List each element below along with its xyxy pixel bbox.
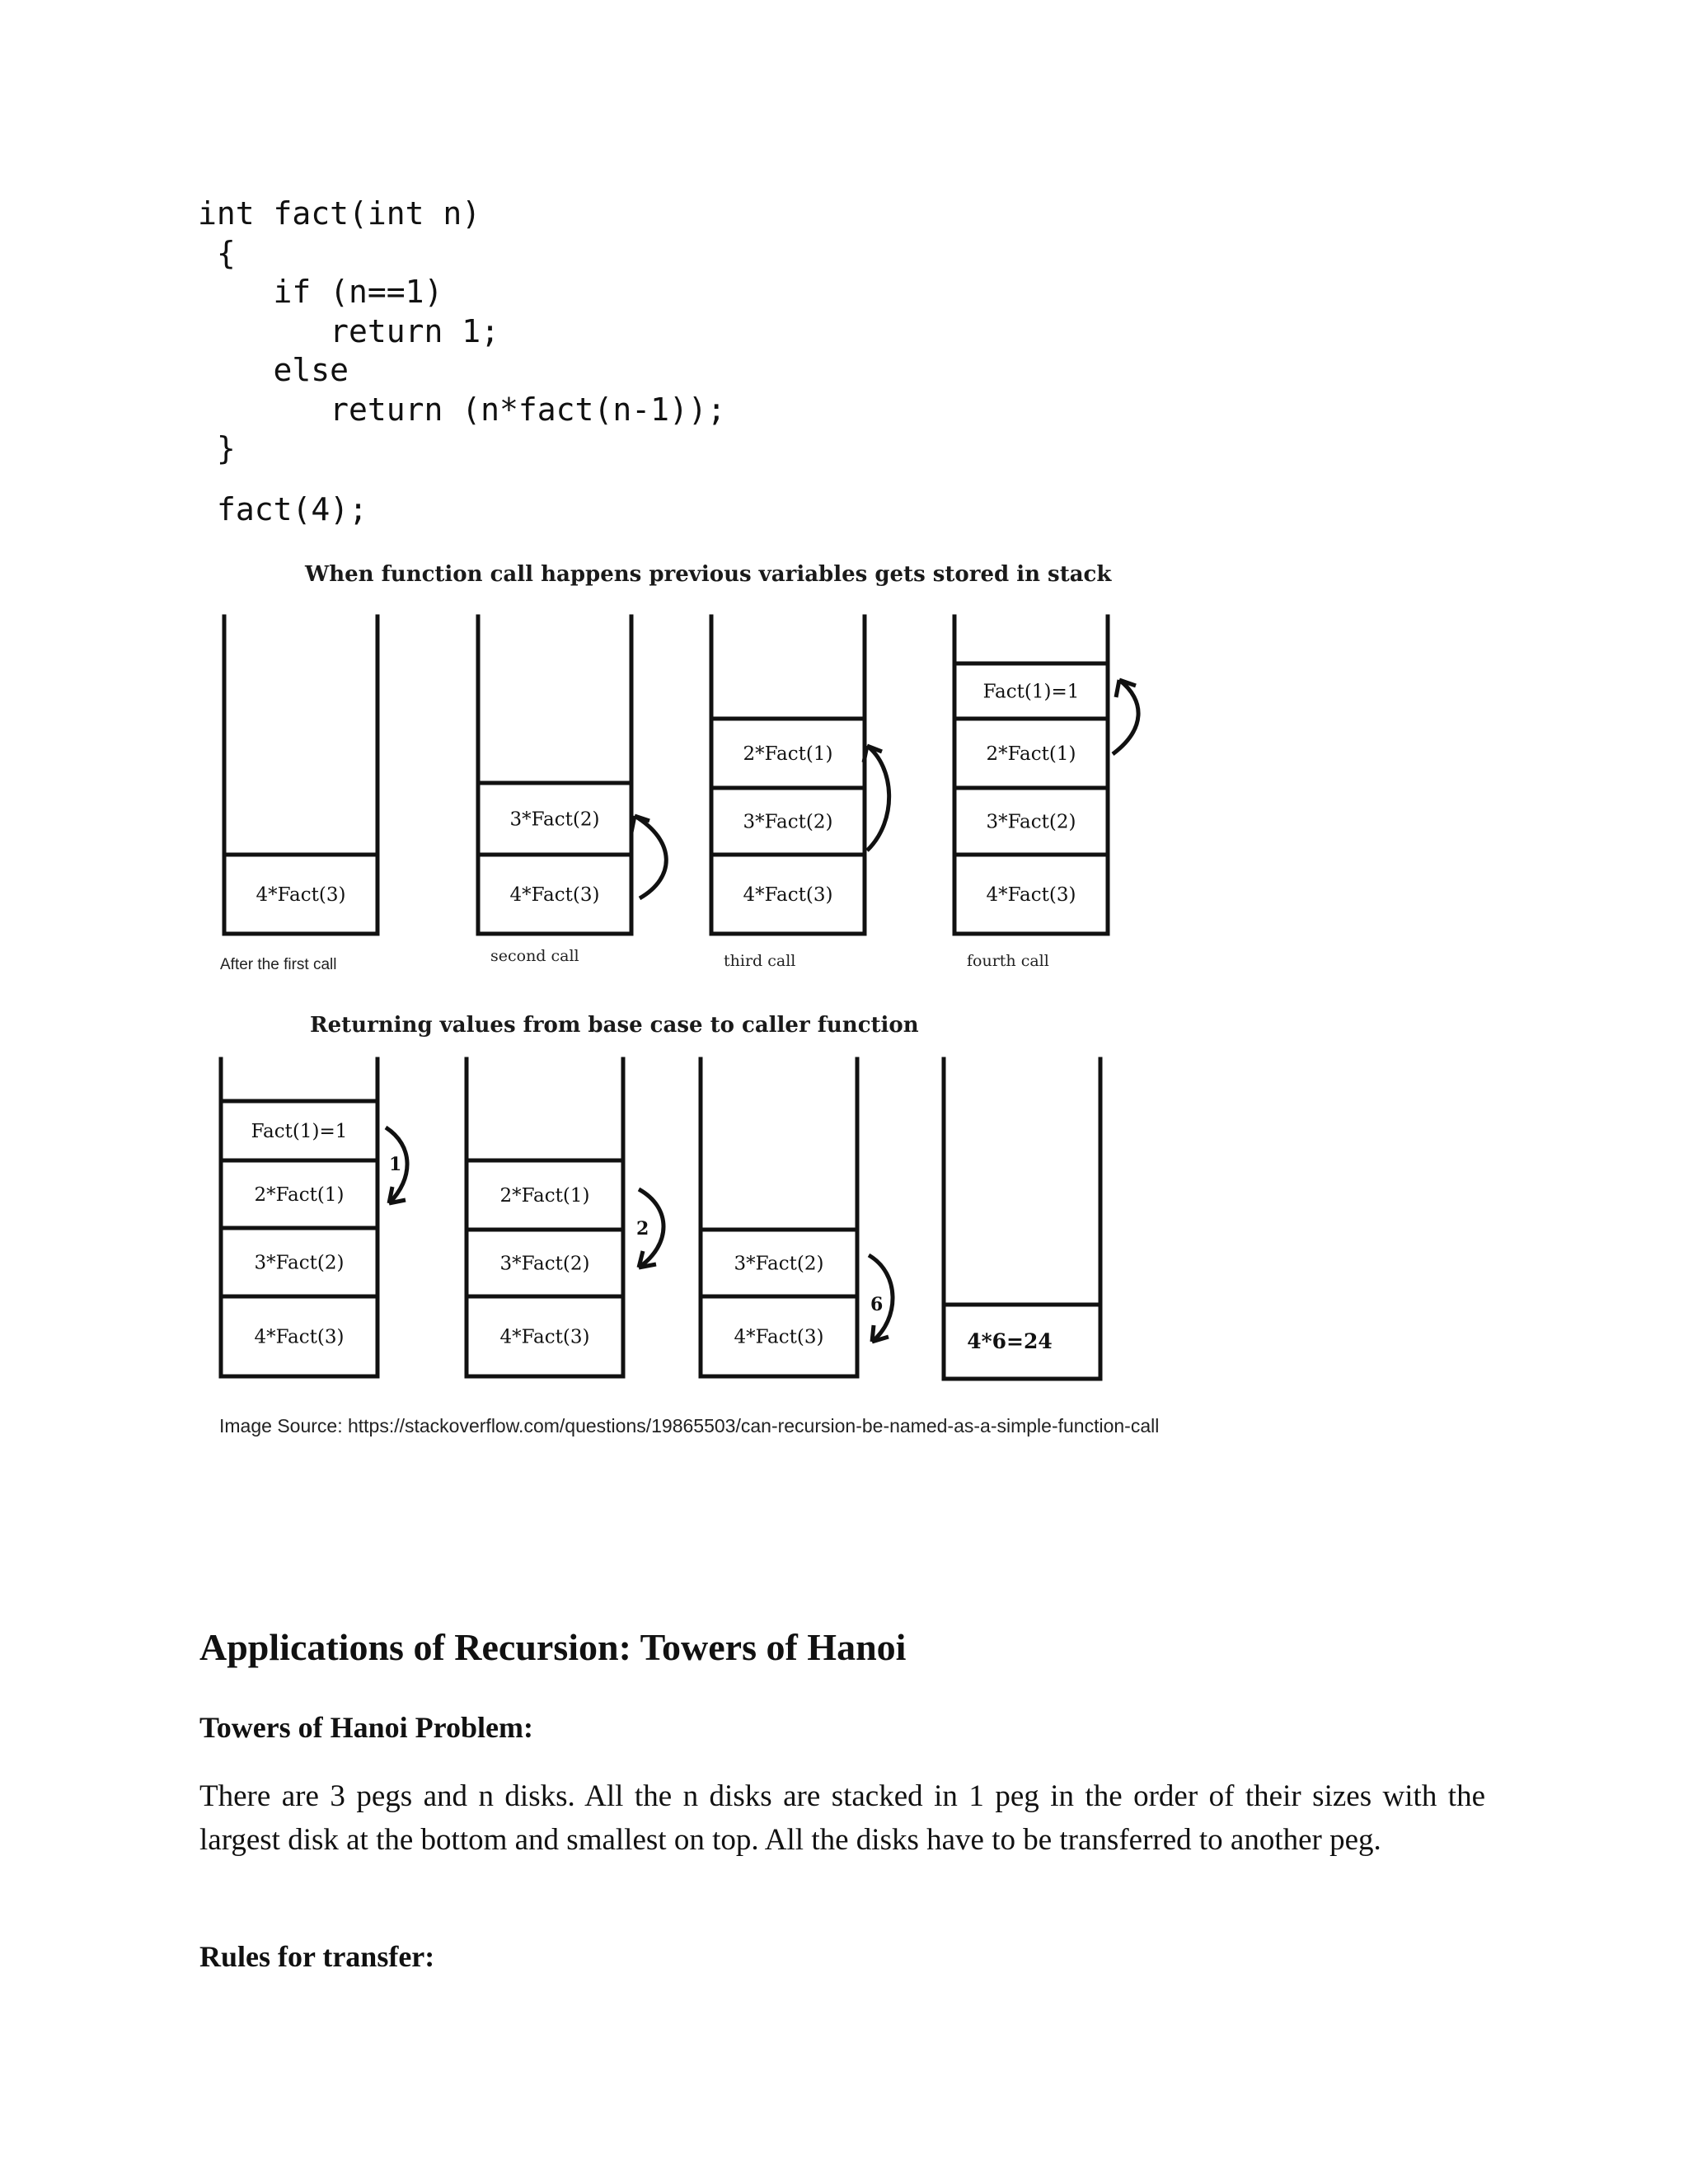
code-line: return 1;: [198, 312, 500, 349]
rules-heading: Rules for transfer:: [199, 1940, 435, 1973]
stack-cell-label: 4*Fact(3): [499, 1326, 590, 1348]
code-block: [198, 194, 726, 469]
return-value-label: 2: [636, 1218, 649, 1240]
stack-cell-label: 2*Fact(1): [254, 1184, 345, 1206]
function-call-line: fact(4);: [217, 491, 368, 527]
stack-caption: fourth call: [967, 952, 1049, 970]
code-line: }: [198, 430, 236, 466]
stack-caption: second call: [490, 947, 579, 965]
stack-cell-label: 3*Fact(2): [734, 1253, 824, 1275]
stack-cell-label: 2*Fact(1): [986, 743, 1076, 765]
stack-cell-label: 4*Fact(3): [254, 1326, 345, 1348]
stack-cell-label: 4*Fact(3): [509, 884, 600, 906]
code-line: int fact(int n): [198, 195, 481, 232]
stack-cell-label: 3*Fact(2): [509, 808, 600, 831]
stack-cell-label: 2*Fact(1): [499, 1185, 590, 1207]
return-value-label: 6: [870, 1294, 884, 1315]
recursion-stack-figure: [198, 544, 1269, 1401]
call-arrow: [867, 746, 889, 851]
problem-paragraph: There are 3 pegs and n disks. All the n disks are stacked in 1 peg in the order of their sizes with the largest disk at the bottom and smallest on top. All the disks have to be transferred to another peg.: [199, 1779, 1485, 1857]
stack-cell-label: 4*Fact(3): [734, 1326, 824, 1348]
pop-heading: Returning values from base case to caller function: [310, 1013, 919, 1038]
code-line: else: [198, 352, 349, 388]
code-line: if (n==1): [198, 274, 443, 310]
stack-cell-label: Fact(1)=1: [982, 681, 1080, 703]
code-line: return (n*fact(n-1));: [198, 391, 726, 428]
push-heading: When function call happens previous variables gets stored in stack: [305, 562, 1112, 587]
section-title: Applications of Recursion: Towers of Hanoi: [199, 1626, 907, 1668]
stack-cell-label: 4*Fact(3): [256, 884, 346, 906]
stack-diagram: [198, 544, 1269, 1401]
code-line: {: [198, 234, 236, 271]
stack-cell-label: 3*Fact(2): [254, 1252, 345, 1274]
stack-cell-label: 4*Fact(3): [743, 884, 833, 906]
stack-cell-label: Fact(1)=1: [251, 1121, 348, 1142]
problem-heading: Towers of Hanoi Problem:: [199, 1711, 533, 1744]
stack-caption: third call: [724, 952, 796, 970]
return-value-label: 1: [389, 1154, 402, 1175]
stack-cell-label: 4*6=24: [967, 1329, 1053, 1353]
image-source-caption: Image Source: https://stackoverflow.com/questions/19865503/can-recursion-be-named-as-a-simple-function-call: [219, 1415, 1160, 1436]
stack-cell-label: 2*Fact(1): [743, 743, 833, 765]
call-arrow: [635, 816, 666, 898]
stack-cell-label: 4*Fact(3): [986, 884, 1076, 906]
stack-cell-label: 3*Fact(2): [986, 811, 1076, 833]
stack-caption: After the first call: [220, 956, 337, 973]
stack-cell-label: 3*Fact(2): [743, 811, 833, 833]
stack-cell-label: 3*Fact(2): [499, 1253, 590, 1275]
